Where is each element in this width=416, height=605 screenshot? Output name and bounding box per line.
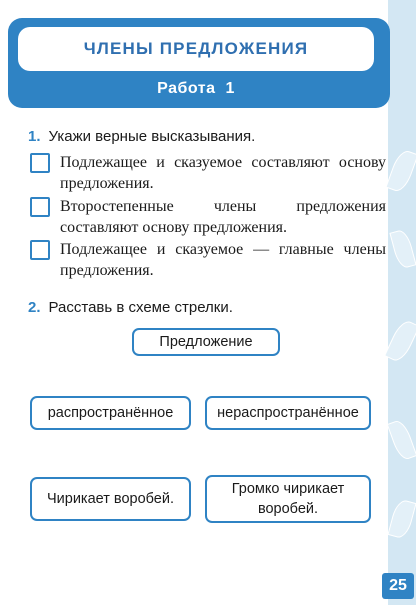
option-2-checkbox[interactable] <box>30 197 50 217</box>
option-2-text: Второстепенные члены предложения составляют основу предложения. <box>60 198 386 236</box>
title-box <box>18 27 374 71</box>
task-1-heading <box>28 128 255 145</box>
scheme-box-example-1: Чирикает воробей. <box>30 477 191 521</box>
task-2-number: 2. <box>28 299 41 316</box>
work-label <box>18 77 374 101</box>
scheme-box-example-2: Громко чирикает воробей. <box>205 475 371 523</box>
scheme-box-extended: распространённое <box>30 396 191 430</box>
option-1-checkbox[interactable] <box>30 153 50 173</box>
decorative-side-strip <box>388 0 416 605</box>
task-1-number: 1. <box>28 128 41 145</box>
option-1-text: Подлежащее и сказуемое составляют основу предложения. <box>60 154 386 192</box>
task-2-prompt: Расставь в схеме стрелки. <box>48 299 233 316</box>
leaf-decoration <box>387 498 416 540</box>
option-1 <box>30 152 386 194</box>
leaf-decoration <box>389 228 416 269</box>
option-3-text: Подлежащее и сказуемое — главные члены предложения. <box>60 241 386 279</box>
option-3 <box>30 239 386 281</box>
work-label-text: Работа <box>157 80 216 97</box>
page-number: 25 <box>382 573 414 599</box>
option-2 <box>30 196 386 238</box>
task-2-heading <box>28 299 233 316</box>
leaf-decoration <box>385 148 416 194</box>
page-title: ЧЛЕНЫ ПРЕДЛОЖЕНИЯ <box>83 39 309 58</box>
scheme-root-box: Предложение <box>132 328 280 356</box>
leaf-decoration <box>387 418 416 462</box>
option-3-checkbox[interactable] <box>30 240 50 260</box>
work-number: 1 <box>225 80 235 97</box>
leaf-decoration <box>384 318 416 365</box>
scheme-box-unextended: нераспространённое <box>205 396 371 430</box>
task-1-prompt: Укажи верные высказывания. <box>48 128 256 145</box>
